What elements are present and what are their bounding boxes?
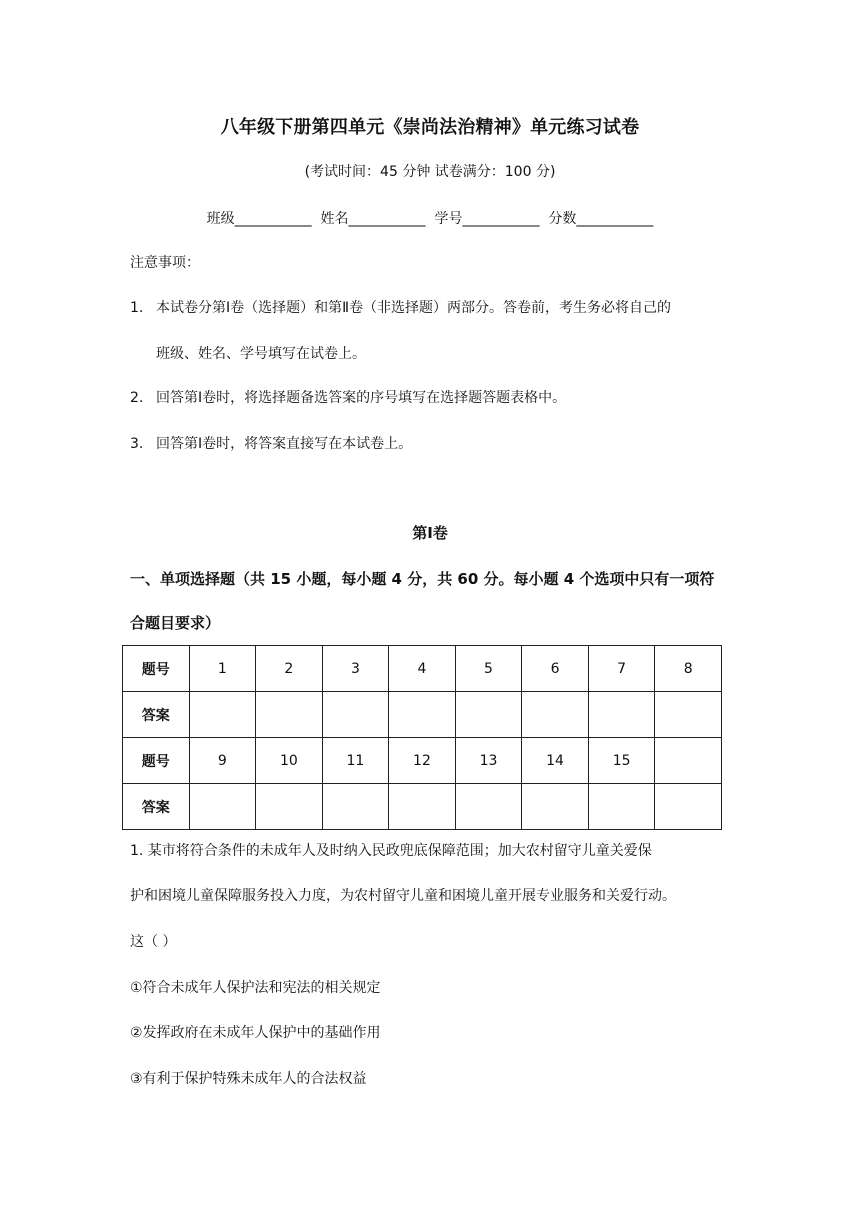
answer-cell[interactable] — [189, 692, 256, 738]
table-row — [123, 738, 722, 784]
question-1-blank: 这（ ） — [130, 934, 177, 950]
question-number-cell: 7 — [588, 646, 655, 692]
question-1-stem: 1. 某市将符合条件的未成年人及时纳入民政兜底保障范围；加大农村留守儿童关爱保 — [130, 843, 652, 859]
answer-cell[interactable] — [256, 784, 323, 830]
table-row — [123, 784, 722, 830]
question-number-cell: 1 — [189, 646, 256, 692]
answer-cell[interactable] — [256, 692, 323, 738]
question-number-cell: 9 — [189, 738, 256, 784]
student-info-line: 班级___________ 姓名___________ 学号___________ 分数___________ — [206, 211, 654, 227]
answer-cell[interactable] — [389, 784, 456, 830]
question-number-cell: 13 — [455, 738, 522, 784]
note-text: 回答第Ⅰ卷时，将选择题备选答案的序号填写在选择题答题表格中。 — [156, 390, 567, 406]
note-item — [130, 295, 671, 321]
section-heading-continuation: 合题目要求） — [130, 614, 221, 632]
note-text: 回答第Ⅰ卷时，将答案直接写在本试卷上。 — [156, 436, 413, 452]
notes-title: 注意事项： — [130, 255, 200, 271]
question-number-cell: 6 — [522, 646, 589, 692]
section-heading: 一、单项选择题（共 15 小题，每小题 4 分，共 60 分。每小题 4 个选项中只有一项符 — [130, 570, 715, 588]
question-number-cell: 4 — [389, 646, 456, 692]
question-1-option: ②发挥政府在未成年人保护中的基础作用 — [130, 1025, 381, 1041]
answer-cell[interactable] — [189, 784, 256, 830]
question-number-cell — [655, 738, 722, 784]
table-header-cell: 答案 — [123, 692, 190, 738]
question-number-cell: 14 — [522, 738, 589, 784]
table-row — [123, 692, 722, 738]
note-number: 3. — [130, 436, 144, 452]
answer-cell[interactable] — [588, 692, 655, 738]
table-row — [123, 646, 722, 692]
question-1-option: ③有利于保护特殊未成年人的合法权益 — [130, 1071, 367, 1087]
table-header-cell: 题号 — [123, 646, 190, 692]
note-number: 1. — [130, 300, 144, 316]
answer-cell[interactable] — [522, 784, 589, 830]
note-text: 本试卷分第Ⅰ卷（选择题）和第Ⅱ卷（非选择题）两部分。答卷前，考生务必将自己的 — [156, 300, 672, 316]
question-number-cell: 2 — [256, 646, 323, 692]
answer-cell[interactable] — [322, 692, 389, 738]
table-header-cell: 题号 — [123, 738, 190, 784]
answer-cell[interactable] — [655, 784, 722, 830]
question-number-cell: 15 — [588, 738, 655, 784]
answer-cell[interactable] — [655, 692, 722, 738]
note-number: 2. — [130, 390, 144, 406]
answer-table — [122, 645, 722, 830]
note-item — [130, 431, 412, 457]
table-header-cell: 答案 — [123, 784, 190, 830]
exam-info: (考试时间：45 分钟 试卷满分：100 分) — [304, 164, 556, 180]
question-number-cell: 11 — [322, 738, 389, 784]
part-title: 第Ⅰ卷 — [412, 524, 448, 542]
note-item — [130, 385, 566, 411]
question-number-cell: 12 — [389, 738, 456, 784]
answer-cell[interactable] — [455, 692, 522, 738]
answer-cell[interactable] — [588, 784, 655, 830]
question-number-cell: 3 — [322, 646, 389, 692]
answer-cell[interactable] — [389, 692, 456, 738]
question-number-cell: 8 — [655, 646, 722, 692]
note-item-continuation: 班级、姓名、学号填写在试卷上。 — [156, 346, 366, 362]
answer-cell[interactable] — [322, 784, 389, 830]
question-number-cell: 5 — [455, 646, 522, 692]
question-number-cell: 10 — [256, 738, 323, 784]
page-title: 八年级下册第四单元《崇尚法治精神》单元练习试卷 — [220, 117, 640, 138]
question-1-stem-continuation: 护和困境儿童保障服务投入力度，为农村留守儿童和困境儿童开展专业服务和关爱行动。 — [130, 888, 676, 904]
answer-cell[interactable] — [455, 784, 522, 830]
question-1-option: ①符合未成年人保护法和宪法的相关规定 — [130, 980, 381, 996]
answer-cell[interactable] — [522, 692, 589, 738]
